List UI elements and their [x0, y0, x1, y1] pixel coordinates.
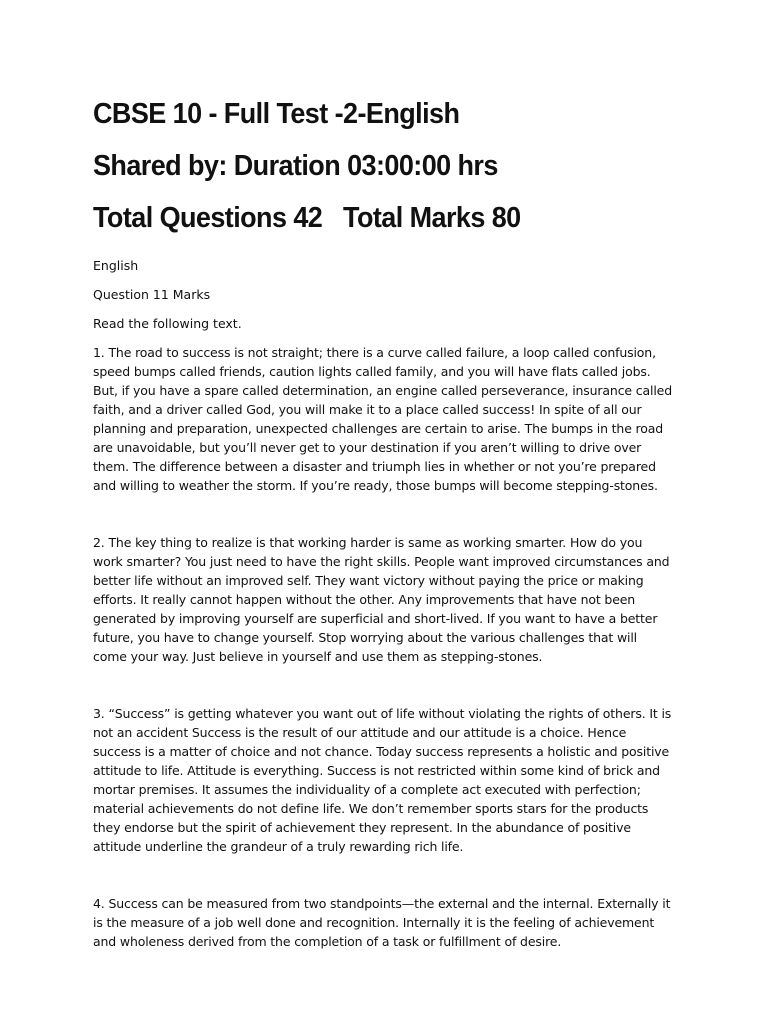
paragraph-2: 2. The key thing to realize is that working harder is same as working smarter. How do you work smarter? You just need to have the right skills. People want improved circumstances and better life without an improved self. They want victory without paying the price or making efforts. It really cannot happen without the other. Any improvements that have not been generated by improving yourself are superficial and short-lived. If you want to have a better future, you have to change yourself. Stop worrying about the various challenges that will come your way. Just believe in yourself and use them as stepping-stones.	[93, 535, 670, 664]
question-label: Question 11 Marks	[93, 287, 211, 302]
test-title: CBSE 10 - Full Test -2-English	[93, 98, 460, 130]
paragraph-1: 1. The road to success is not straight; there is a curve called failure, a loop called confusion, speed bumps called friends, caution lights called family, and you will have flats called jobs. But, if you have a spare called determination, an engine called perseverance, insurance called faith, and a driver called God, you will make it to a place called success! In spite of all our planning and preparation, unexpected challenges are certain to arise. The bumps in the road are unavoidable, but you’ll never get to your destination if you aren’t willing to drive over them. The difference between a disaster and triumph lies in whether or not you’re prepared and willing to weather the storm. If you’re ready, those bumps will become stepping-stones.	[93, 345, 672, 493]
instruction-text: Read the following text.	[93, 316, 242, 331]
total-questions-marks: Total Questions 42 Total Marks 80	[93, 202, 521, 234]
document-page	[93, 88, 673, 951]
paragraph-4: 4. Success can be measured from two standpoints—the external and the internal. Externally it is the measure of a job well done and recognition. Internally it is the feeling of achievement and wholeness derived from the completion of a task or fulfillment of desire.	[93, 896, 671, 949]
paragraph-3: 3. “Success” is getting whatever you want out of life without violating the rights of others. It is not an accident Success is the result of our attitude and our attitude is a choice. Hence success is a matter of choice and not chance. Today success represents a holistic and positive attitude to life. Attitude is everything. Success is not restricted within some kind of brick and mortar premises. It assumes the individuality of a complete act executed with perfection; material achievements do not define life. We don’t remember sports stars for the products they endorse but the spirit of achievement they represent. In the abundance of positive attitude underline the grandeur of a truly rewarding rich life.	[93, 706, 672, 854]
subject-label: English	[93, 258, 139, 273]
shared-by-duration: Shared by: Duration 03:00:00 hrs	[93, 150, 498, 182]
